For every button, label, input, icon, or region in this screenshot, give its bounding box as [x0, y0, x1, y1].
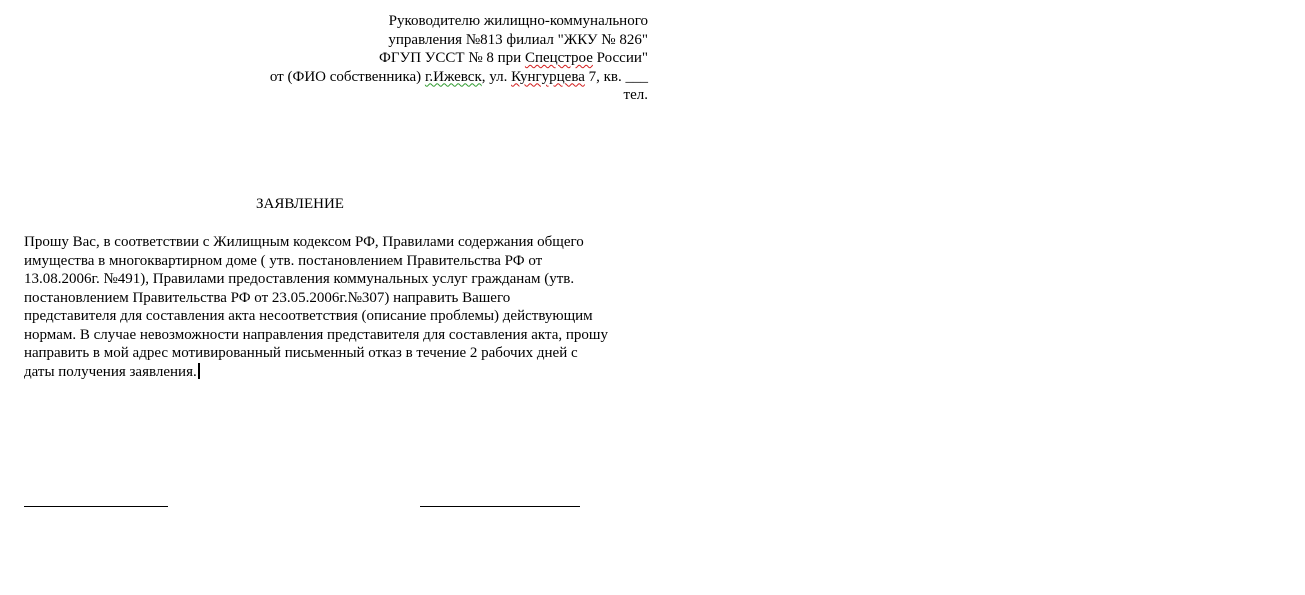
document-title: ЗАЯВЛЕНИЕ	[256, 196, 344, 212]
paragraph-line: Прошу Вас, в соответствии с Жилищным кодексом РФ, Правилами содержания общего	[24, 234, 584, 250]
paragraph-line: нормам. В случае невозможности направления представителя для составления акта, прошу	[24, 326, 608, 343]
statement-paragraph[interactable]	[24, 233, 664, 381]
addressee-line-1: Руководителю жилищно-коммунального	[388, 13, 648, 29]
addressee-block	[200, 12, 648, 105]
grammar-word-city: г.Ижевск	[424, 68, 482, 85]
sender-line-end: 7, кв. ___	[584, 68, 648, 85]
paragraph-line-last	[24, 363, 664, 382]
paragraph-line: имущества в многоквартирном доме ( утв. постановлением Правительства РФ от	[24, 252, 543, 269]
paragraph-line: постановлением Правительства РФ от 23.05.2006г.№307) направить Вашего	[24, 289, 511, 306]
paragraph-line-last-text: даты получения заявления.	[24, 363, 197, 380]
signature-line	[24, 506, 168, 507]
paragraph-line: 13.08.2006г. №491), Правилами предоставления коммунальных услуг гражданам (утв.	[24, 271, 575, 287]
text-cursor	[198, 363, 200, 379]
addressee-line-2: управления №813 филиал "ЖКУ № 826"	[388, 31, 648, 48]
spellcheck-word-spetsstroy: Спецстрое	[524, 50, 593, 66]
paragraph-line: направить в мой адрес мотивированный письменный отказ в течение 2 рабочих дней с	[24, 345, 578, 361]
sender-line	[200, 68, 648, 87]
sender-line-start: от (ФИО собственника)	[269, 68, 425, 85]
phone-line: тел.	[623, 87, 648, 103]
addressee-line-3	[200, 49, 648, 68]
name-line	[420, 506, 580, 507]
sender-line-mid: , ул.	[481, 68, 512, 85]
paragraph-line: представителя для составления акта несоответствия (описание проблемы) действующим	[24, 308, 593, 324]
addressee-line-3-start: ФГУП УССТ № 8 при	[379, 50, 525, 66]
spellcheck-word-street: Кунгурцева	[511, 68, 585, 85]
addressee-line-3-end: России"	[592, 50, 648, 66]
